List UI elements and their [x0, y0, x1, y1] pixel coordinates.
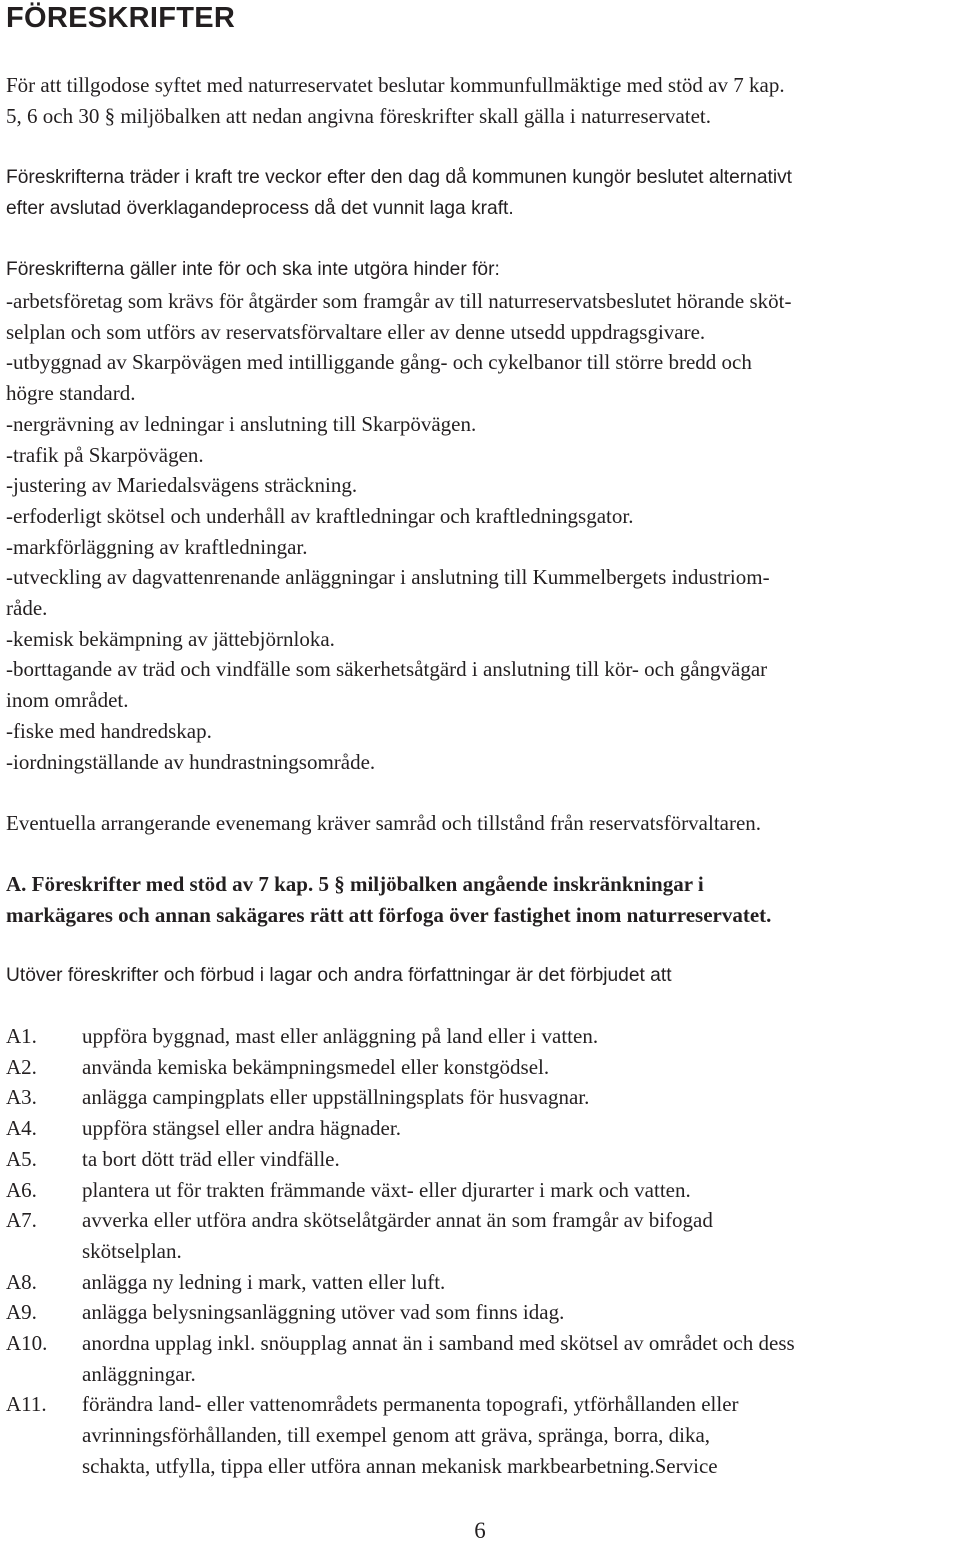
list-item	[6, 1205, 956, 1266]
exception-line: -arbetsföretag som krävs för åtgärder som framgår av till naturreservatsbeslutet hörande sköt-	[6, 289, 792, 313]
list-item	[6, 1328, 956, 1389]
item-number: A1.	[6, 1024, 37, 1048]
item-text: schakta, utfylla, tippa eller utföra annan mekanisk markbearbetning.Service	[82, 1453, 718, 1478]
item-number: A9.	[6, 1300, 37, 1325]
item-text: anlägga belysningsanläggning utöver vad som finns idag.	[82, 1300, 565, 1325]
item-text: avrinningsförhållanden, till exempel genom att gräva, spränga, borra, dika,	[82, 1423, 711, 1448]
exception-line: inom området.	[6, 688, 129, 713]
exception-line: -erfoderligt skötsel och underhåll av kraftledningar och kraftledningsgator.	[6, 503, 634, 528]
item-text: skötselplan.	[82, 1238, 182, 1263]
text-line: För att tillgodose syftet med naturreservatet beslutar kommunfullmäktige med stöd av 7 kap.	[6, 73, 785, 97]
list-item	[6, 1267, 956, 1298]
exceptions-intro: Föreskrifterna gäller inte för och ska inte utgöra hinder för:	[6, 259, 500, 280]
item-number: A5.	[6, 1146, 37, 1171]
item-number: A2.	[6, 1054, 37, 1079]
exception-line: råde.	[6, 596, 48, 621]
item-number: A8.	[6, 1269, 37, 1294]
page-number: 6	[474, 1518, 486, 1543]
item-text: anlägga campingplats eller uppställningsplats för husvagnar.	[82, 1085, 590, 1110]
exception-line: -borttagande av träd och vindfälle som säkerhetsåtgärd i anslutning till kör- och gångvägar	[6, 657, 768, 682]
section-a-intro: Utöver föreskrifter och förbud i lagar och andra författningar är det förbjudet att	[6, 965, 672, 986]
item-text: förändra land- eller vattenområdets permanenta topografi, ytförhållanden eller	[82, 1392, 739, 1417]
intro-paragraph	[6, 70, 956, 131]
exception-line: -markförläggning av kraftledningar.	[6, 534, 308, 559]
exception-line: selplan och som utförs av reservatsförvaltare eller av denne utsedd uppdragsgivare.	[6, 319, 706, 344]
item-text: anlägga ny ledning i mark, vatten eller luft.	[82, 1269, 446, 1294]
list-item	[6, 1082, 956, 1113]
list-item	[6, 1175, 956, 1206]
item-text: uppföra byggnad, mast eller anläggning på land eller i vatten.	[82, 1024, 599, 1048]
exception-line: -fiske med handredskap.	[6, 718, 212, 743]
item-text: uppföra stängsel eller andra hägnader.	[82, 1116, 401, 1141]
list-item	[6, 1052, 956, 1083]
section-a-list	[6, 1021, 956, 1482]
item-text: anordna upplag inkl. snöupplag annat än i samband med skötsel av området och dess	[82, 1331, 795, 1356]
text-line: markägares och annan sakägares rätt att förfoga över fastighet inom naturreservatet.	[6, 902, 772, 927]
exception-line: -trafik på Skarpövägen.	[6, 442, 204, 467]
exceptions-list	[6, 286, 956, 777]
list-item	[6, 1389, 956, 1481]
item-number: A3.	[6, 1085, 37, 1110]
item-text: använda kemiska bekämpningsmedel eller konstgödsel.	[82, 1054, 550, 1079]
item-number: A10.	[6, 1331, 48, 1356]
item-number: A6.	[6, 1177, 37, 1202]
item-number: A11.	[6, 1392, 47, 1417]
exception-line: -iordningställande av hundrastningsområde.	[6, 749, 376, 774]
list-item	[6, 1021, 956, 1052]
text-line: Föreskrifterna träder i kraft tre veckor efter den dag då kommunen kungör beslutet alternativt	[6, 167, 793, 188]
exception-line: -nergrävning av ledningar i anslutning till Skarpövägen.	[6, 411, 477, 436]
section-a-heading	[6, 869, 956, 930]
events-paragraph: Eventuella arrangerande evenemang kräver samråd och tillstånd från reservatsförvaltaren.	[6, 811, 762, 835]
effective-paragraph	[6, 163, 956, 224]
exception-line: -kemisk bekämpning av jättebjörnloka.	[6, 626, 335, 651]
item-text: anläggningar.	[82, 1361, 196, 1386]
text-line: efter avslutad överklagandeprocess då det vunnit laga kraft.	[6, 197, 514, 219]
exception-line: högre standard.	[6, 381, 136, 406]
item-number: A4.	[6, 1116, 37, 1141]
item-text: plantera ut för trakten främmande växt- eller djurarter i mark och vatten.	[82, 1177, 691, 1202]
text-line: A. Föreskrifter med stöd av 7 kap. 5 § miljöbalken angående inskränkningar i	[6, 872, 704, 896]
item-text: avverka eller utföra andra skötselåtgärder annat än som framgår av bifogad	[82, 1208, 713, 1233]
item-number: A7.	[6, 1208, 37, 1233]
exception-line: -utbyggnad av Skarpövägen med intilliggande gång- och cykelbanor till större bredd och	[6, 350, 752, 375]
item-text: ta bort dött träd eller vindfälle.	[82, 1146, 340, 1171]
list-item	[6, 1144, 956, 1175]
page-title: FÖRESKRIFTER	[6, 2, 236, 34]
exception-line: -utveckling av dagvattenrenande anläggningar i anslutning till Kummelbergets industriom-	[6, 565, 770, 590]
list-item	[6, 1297, 956, 1328]
list-item	[6, 1113, 956, 1144]
text-line: 5, 6 och 30 § miljöbalken att nedan angivna föreskrifter skall gälla i naturreservatet.	[6, 103, 712, 128]
exception-line: -justering av Mariedalsvägens sträckning.	[6, 473, 358, 498]
